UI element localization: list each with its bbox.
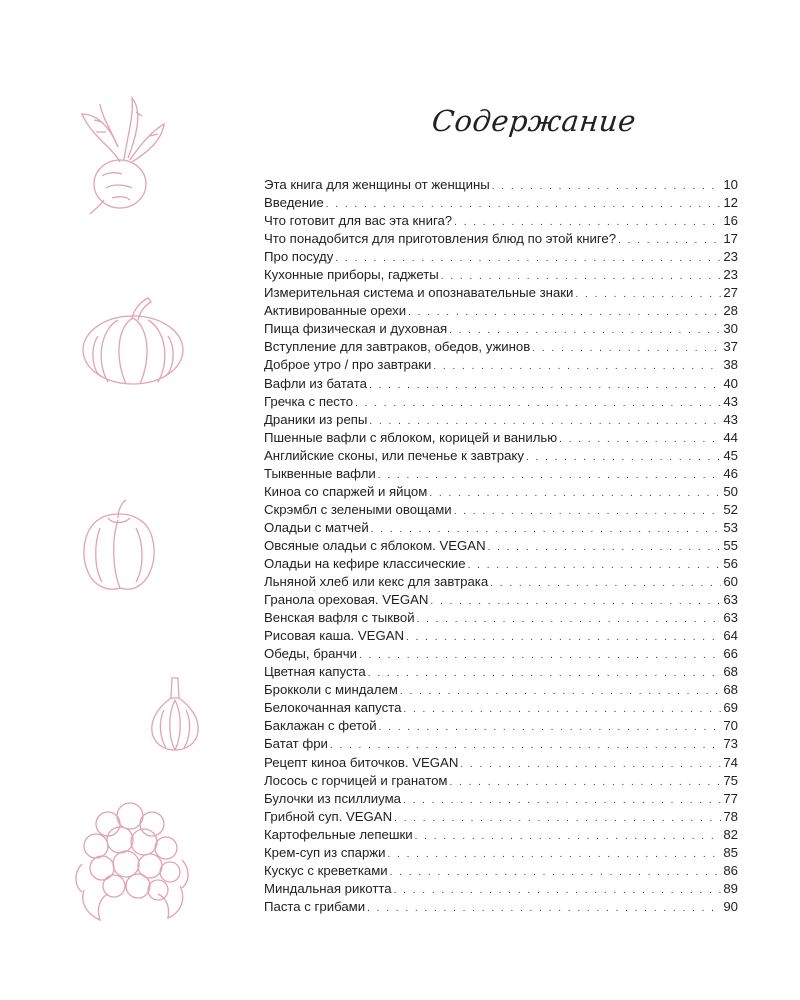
dot-leader (492, 178, 722, 196)
toc-entry-title: Овсяные оладьи с яблоком. VEGAN (264, 537, 486, 553)
cauliflower-illustration (72, 794, 192, 924)
toc-entry-page: 89 (723, 880, 738, 896)
toc-entry[interactable] (264, 826, 738, 844)
dot-leader (488, 539, 722, 557)
toc-entry-page: 27 (723, 285, 738, 301)
toc-entry-title: Рисовая каша. VEGAN (264, 628, 405, 644)
dot-leader (532, 340, 721, 358)
toc-entry-page: 74 (723, 754, 738, 770)
dot-leader (378, 467, 722, 485)
dot-leader (394, 882, 722, 900)
dot-leader (526, 449, 721, 467)
toc-entry-title: Пища физическая и духовная (264, 321, 448, 337)
dot-leader (490, 575, 721, 593)
toc-entry[interactable] (264, 717, 738, 735)
pumpkin-illustration (78, 296, 188, 388)
toc-entry-page: 45 (723, 447, 738, 463)
toc-entry-title: Картофельные лепешки (264, 826, 413, 842)
toc-entry[interactable] (264, 266, 738, 284)
toc-entry-title: Гречка с песто (264, 393, 354, 409)
toc-entry-title: Баклажан с фетой (264, 718, 377, 734)
toc-entry-title: Венская вафля с тыквой (264, 610, 415, 626)
toc-entry-title: Что готовит для вас эта книга? (264, 213, 453, 229)
beet-illustration (72, 92, 172, 222)
toc-entry-title: Гранола ореховая. VEGAN (264, 592, 429, 608)
toc-entry-title: Батат фри (264, 736, 328, 752)
toc-entry[interactable] (264, 681, 738, 699)
toc-entry-title: Доброе утро / про завтраки (264, 357, 432, 373)
toc-entry[interactable] (264, 609, 738, 627)
toc-entry-page: 86 (723, 862, 738, 878)
toc-entry-title: Введение (264, 195, 324, 211)
toc-entry-page: 64 (723, 628, 738, 644)
toc-entry[interactable] (264, 663, 738, 681)
dot-leader (368, 665, 722, 683)
dot-leader (359, 647, 721, 665)
toc-entry-title: Брокколи с миндалем (264, 682, 398, 698)
toc-entry-page: 46 (723, 465, 738, 481)
dot-leader (559, 431, 721, 449)
toc-entry[interactable] (264, 519, 738, 537)
toc-entry-page: 63 (723, 610, 738, 626)
toc-entry[interactable] (264, 735, 738, 753)
toc-entry-page: 90 (723, 898, 738, 914)
toc-entry[interactable] (264, 537, 738, 555)
bell-pepper-illustration (78, 498, 160, 594)
toc-entry-page: 70 (723, 718, 738, 734)
toc-entry[interactable] (264, 176, 738, 194)
toc-entry-page: 37 (723, 339, 738, 355)
toc-entry-title: Активированные орехи (264, 303, 407, 319)
dot-leader (618, 232, 721, 250)
toc-entry-page: 10 (723, 177, 738, 192)
toc-entry-page: 75 (723, 772, 738, 788)
toc-entry-page: 23 (723, 249, 738, 265)
toc-entry-page: 43 (723, 411, 738, 427)
page-title: Содержание (430, 104, 638, 138)
dot-leader (460, 756, 721, 774)
toc-entry-title: Скрэмбл с зелеными овощами (264, 501, 452, 517)
toc-entry-page: 82 (723, 826, 738, 842)
dot-leader (415, 828, 722, 846)
toc-entry-title: Кускус с креветками (264, 862, 388, 878)
dot-leader (403, 792, 721, 810)
toc-entry[interactable] (264, 411, 738, 429)
table-of-contents (264, 176, 738, 916)
toc-entry[interactable] (264, 772, 738, 790)
toc-entry-title: Пшенные вафли с яблоком, корицей и ванилью (264, 429, 558, 445)
toc-entry-page: 66 (723, 646, 738, 662)
dot-leader (355, 395, 721, 413)
toc-entry[interactable] (264, 483, 738, 501)
toc-entry-title: Про посуду (264, 249, 334, 265)
toc-entry[interactable] (264, 699, 738, 717)
toc-entry[interactable] (264, 880, 738, 898)
toc-entry-title: Рецепт киноа биточков. VEGAN (264, 754, 459, 770)
toc-entry[interactable] (264, 808, 738, 826)
toc-entry[interactable] (264, 447, 738, 465)
toc-entry[interactable] (264, 591, 738, 609)
toc-entry-title: Что понадобится для приготовления блюд по этой книге? (264, 231, 617, 247)
toc-entry-page: 68 (723, 664, 738, 680)
toc-entry[interactable] (264, 393, 738, 411)
toc-entry[interactable] (264, 429, 738, 447)
toc-entry-page: 40 (723, 375, 738, 391)
toc-entry-title: Крем-суп из спаржи (264, 844, 386, 860)
toc-entry-title: Цветная капуста (264, 664, 366, 680)
dot-leader (367, 900, 721, 918)
toc-entry[interactable] (264, 573, 738, 591)
dot-leader (429, 485, 721, 503)
toc-entry-title: Льняной хлеб или кекс для завтрака (264, 574, 489, 590)
toc-entry-title: Оладьи с матчей (264, 519, 369, 535)
toc-entry[interactable] (264, 230, 738, 248)
toc-entry[interactable] (264, 284, 738, 302)
dot-leader (390, 864, 722, 882)
toc-entry-title: Паста с грибами (264, 898, 366, 914)
toc-entry-title: Оладьи на кефире классические (264, 555, 466, 571)
dot-leader (387, 846, 721, 864)
dot-leader (430, 593, 721, 611)
toc-entry-page: 60 (723, 574, 738, 590)
toc-entry-page: 69 (723, 700, 738, 716)
toc-entry-page: 55 (723, 537, 738, 553)
toc-entry-title: Булочки из псиллиума (264, 790, 402, 806)
toc-entry[interactable] (264, 465, 738, 483)
toc-entry-page: 17 (723, 231, 738, 247)
toc-entry[interactable] (264, 320, 738, 338)
toc-entry-page: 28 (723, 303, 738, 319)
dot-leader (369, 377, 721, 395)
toc-entry[interactable] (264, 645, 738, 663)
toc-entry-page: 77 (723, 790, 738, 806)
toc-entry-page: 50 (723, 483, 738, 499)
toc-entry[interactable] (264, 627, 738, 645)
toc-entry-page: 43 (723, 393, 738, 409)
toc-entry[interactable] (264, 338, 738, 356)
dot-leader (394, 810, 721, 828)
toc-entry-title: Драники из репы (264, 411, 368, 427)
toc-entry-page: 56 (723, 555, 738, 571)
toc-entry-title: Английские сконы, или печенье к завтраку (264, 447, 524, 463)
toc-entry-title: Киноа со спаржей и яйцом (264, 483, 428, 499)
dot-leader (433, 358, 721, 376)
dot-leader (449, 774, 721, 792)
toc-entry-page: 12 (723, 195, 738, 211)
toc-entry-title: Кухонные приборы, гаджеты (264, 267, 439, 283)
toc-entry-page: 23 (723, 267, 738, 283)
toc-entry-page: 73 (723, 736, 738, 752)
toc-entry[interactable] (264, 194, 738, 212)
dot-leader (417, 611, 722, 629)
toc-entry-page: 44 (723, 429, 738, 445)
toc-entry-title: Тыквенные вафли (264, 465, 376, 481)
toc-entry[interactable] (264, 356, 738, 374)
toc-entry[interactable] (264, 844, 738, 862)
garlic-illustration (146, 676, 204, 752)
toc-entry-title: Белокочанная капуста (264, 700, 402, 716)
toc-entry-page: 78 (723, 808, 738, 824)
dot-leader (400, 683, 721, 701)
toc-entry[interactable] (264, 248, 738, 266)
dot-leader (379, 719, 722, 737)
toc-entry-page: 68 (723, 682, 738, 698)
toc-entry-title: Обеды, бранчи (264, 646, 357, 662)
toc-entry[interactable] (264, 790, 738, 808)
toc-entry[interactable] (264, 302, 738, 320)
dot-leader (406, 629, 721, 647)
dot-leader (468, 557, 722, 575)
toc-entry[interactable] (264, 375, 738, 393)
toc-entry-title: Измерительная система и опознавательные знаки (264, 285, 574, 301)
dot-leader (575, 286, 721, 304)
toc-entry-page: 85 (723, 844, 738, 860)
dot-leader (454, 503, 722, 521)
toc-entry[interactable] (264, 898, 738, 916)
toc-entry[interactable] (264, 501, 738, 519)
toc-entry-title: Миндальная рикотта (264, 880, 392, 896)
toc-entry-title: Вафли из батата (264, 375, 367, 391)
toc-entry[interactable] (264, 862, 738, 880)
toc-entry-page: 52 (723, 501, 738, 517)
toc-entry[interactable] (264, 754, 738, 772)
toc-entry-page: 63 (723, 592, 738, 608)
dot-leader (408, 304, 721, 322)
toc-entry-page: 16 (723, 213, 738, 229)
dot-leader (403, 701, 721, 719)
toc-entry[interactable] (264, 212, 738, 230)
toc-entry-page: 38 (723, 357, 738, 373)
toc-entry-title: Вступление для завтраков, обедов, ужинов (264, 339, 531, 355)
toc-entry-title: Лосось с горчицей и гранатом (264, 772, 448, 788)
toc-entry-page: 53 (723, 519, 738, 535)
toc-entry-title: Грибной суп. VEGAN (264, 808, 393, 824)
toc-entry[interactable] (264, 555, 738, 573)
toc-entry-page: 30 (723, 321, 738, 337)
toc-entry-title: Эта книга для женщины от женщины (264, 177, 490, 192)
